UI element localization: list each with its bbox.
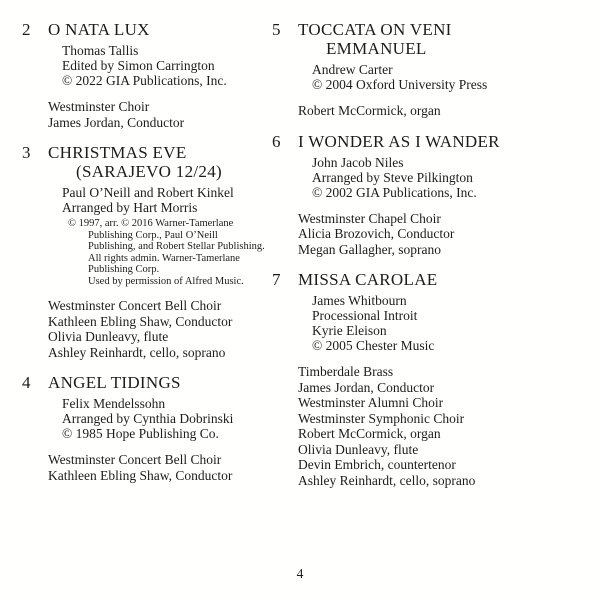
track-row <box>22 20 274 130</box>
performers-block <box>298 211 584 258</box>
track-title-line: CHRISTMAS EVE <box>48 143 187 162</box>
performers-block <box>48 298 274 360</box>
track-title-line: MISSA CAROLAE <box>298 270 438 289</box>
credit-line: Kyrie Eleison <box>312 323 387 338</box>
track-title <box>298 270 584 289</box>
track-row <box>22 143 274 360</box>
performer-line: Westminster Alumni Choir <box>298 395 444 410</box>
fine-print-line: Publishing, and Robert Stellar Publishing. <box>88 241 265 252</box>
track-number: 5 <box>272 20 281 39</box>
track-title-line: I WONDER AS I WANDER <box>298 131 500 151</box>
performer-line: Ashley Reinhardt, cello, soprano <box>298 472 476 488</box>
track-title <box>298 132 584 151</box>
performers-block <box>298 103 584 119</box>
credit-line: Paul O’Neill and Robert Kinkel <box>62 185 234 200</box>
performer-line: Kathleen Ebling Shaw, Conductor <box>48 313 233 329</box>
credits-block <box>298 293 584 353</box>
track-row <box>22 373 274 483</box>
track-title <box>48 20 274 39</box>
credit-line: Andrew Carter <box>312 62 393 77</box>
credit-line: © 1985 Hope Publishing Co. <box>62 426 219 441</box>
credits-block <box>298 155 584 200</box>
track-details <box>298 20 584 119</box>
track-entry <box>22 373 274 483</box>
track-title-line: TOCCATA ON VENI <box>298 20 452 39</box>
performer-line: Robert McCormick, organ <box>298 103 441 118</box>
right-column <box>272 20 584 501</box>
credits-block <box>48 43 274 88</box>
credit-line: © 2022 GIA Publications, Inc. <box>62 73 227 88</box>
performer-line: Westminster Choir <box>48 99 150 114</box>
performer-line: Devin Embrich, countertenor <box>298 457 456 472</box>
credits-block <box>48 185 274 215</box>
track-details <box>298 132 584 258</box>
performer-line: Alicia Brozovich, Conductor <box>298 226 455 241</box>
track-details <box>48 373 274 483</box>
credit-line: Arranged by Steve Pilkington <box>312 169 473 185</box>
track-title-line: O NATA LUX <box>48 20 150 39</box>
page-number: 4 <box>296 566 304 581</box>
track-row <box>272 270 584 488</box>
performer-line: Westminster Chapel Choir <box>298 210 441 226</box>
left-column <box>22 20 274 496</box>
track-title <box>298 20 584 58</box>
performers-block <box>48 452 274 483</box>
track-entry <box>272 132 584 258</box>
track-title-line: EMMANUEL <box>326 39 427 58</box>
performers-block <box>298 364 584 488</box>
track-title <box>48 143 274 181</box>
fine-print-line: Publishing Corp., Paul O’Neill <box>88 229 218 241</box>
track-title-line: ANGEL TIDINGS <box>48 373 181 392</box>
performer-line: James Jordan, Conductor <box>298 379 435 395</box>
performer-line: Olivia Dunleavy, flute <box>48 329 169 344</box>
track-number: 3 <box>22 143 31 162</box>
performer-line: Westminster Symphonic Choir <box>298 410 465 426</box>
fine-print-line: © 1997, arr. © 2016 Warner-Tamerlane <box>68 218 234 229</box>
track-details <box>48 143 274 360</box>
performer-line: Westminster Concert Bell Choir <box>48 298 222 313</box>
performers-block <box>48 99 274 130</box>
performer-line: Westminster Concert Bell Choir <box>48 452 222 467</box>
track-entry <box>272 20 584 119</box>
credit-line: © 2002 GIA Publications, Inc. <box>312 184 477 200</box>
credit-line: John Jacob Niles <box>312 154 404 170</box>
copyright-fine-print <box>48 218 274 287</box>
credit-line: Felix Mendelssohn <box>62 396 166 411</box>
track-entry <box>22 143 274 360</box>
track-number: 4 <box>22 373 31 392</box>
credit-line: Arranged by Hart Morris <box>62 200 198 215</box>
track-number: 2 <box>22 20 31 39</box>
track-number: 7 <box>272 270 281 289</box>
fine-print-line: All rights admin. Warner-Tamerlane <box>88 252 240 264</box>
track-row <box>272 20 584 119</box>
performer-line: Megan Gallagher, soprano <box>298 241 442 257</box>
performer-line: Ashley Reinhardt, cello, soprano <box>48 344 226 360</box>
credit-line: © 2004 Oxford University Press <box>312 77 488 92</box>
credit-line: Arranged by Cynthia Dobrinski <box>62 411 234 426</box>
credit-line: James Whitbourn <box>312 293 407 308</box>
track-title-line: (SARAJEVO 12/24) <box>76 162 222 181</box>
track-entry <box>272 270 584 488</box>
credits-block <box>298 62 584 92</box>
credit-line: Processional Introit <box>312 308 418 323</box>
track-title <box>48 373 274 392</box>
credit-line: Thomas Tallis <box>62 43 139 58</box>
track-entry <box>22 20 274 130</box>
performer-line: Robert McCormick, organ <box>298 426 441 441</box>
performer-line: Kathleen Ebling Shaw, Conductor <box>48 467 233 483</box>
performer-line: Timberdale Brass <box>298 364 394 379</box>
credit-line: © 2005 Chester Music <box>312 338 435 353</box>
credits-block <box>48 396 274 441</box>
track-number: 6 <box>272 131 281 151</box>
performer-line: Olivia Dunleavy, flute <box>298 441 419 457</box>
track-details <box>298 270 584 488</box>
performer-line: James Jordan, Conductor <box>48 114 185 130</box>
fine-print-line: Publishing Corp. <box>88 264 160 275</box>
credit-line: Edited by Simon Carrington <box>62 58 215 73</box>
track-details <box>48 20 274 130</box>
fine-print-line: Used by permission of Alfred Music. <box>88 275 244 287</box>
track-row <box>272 132 584 258</box>
